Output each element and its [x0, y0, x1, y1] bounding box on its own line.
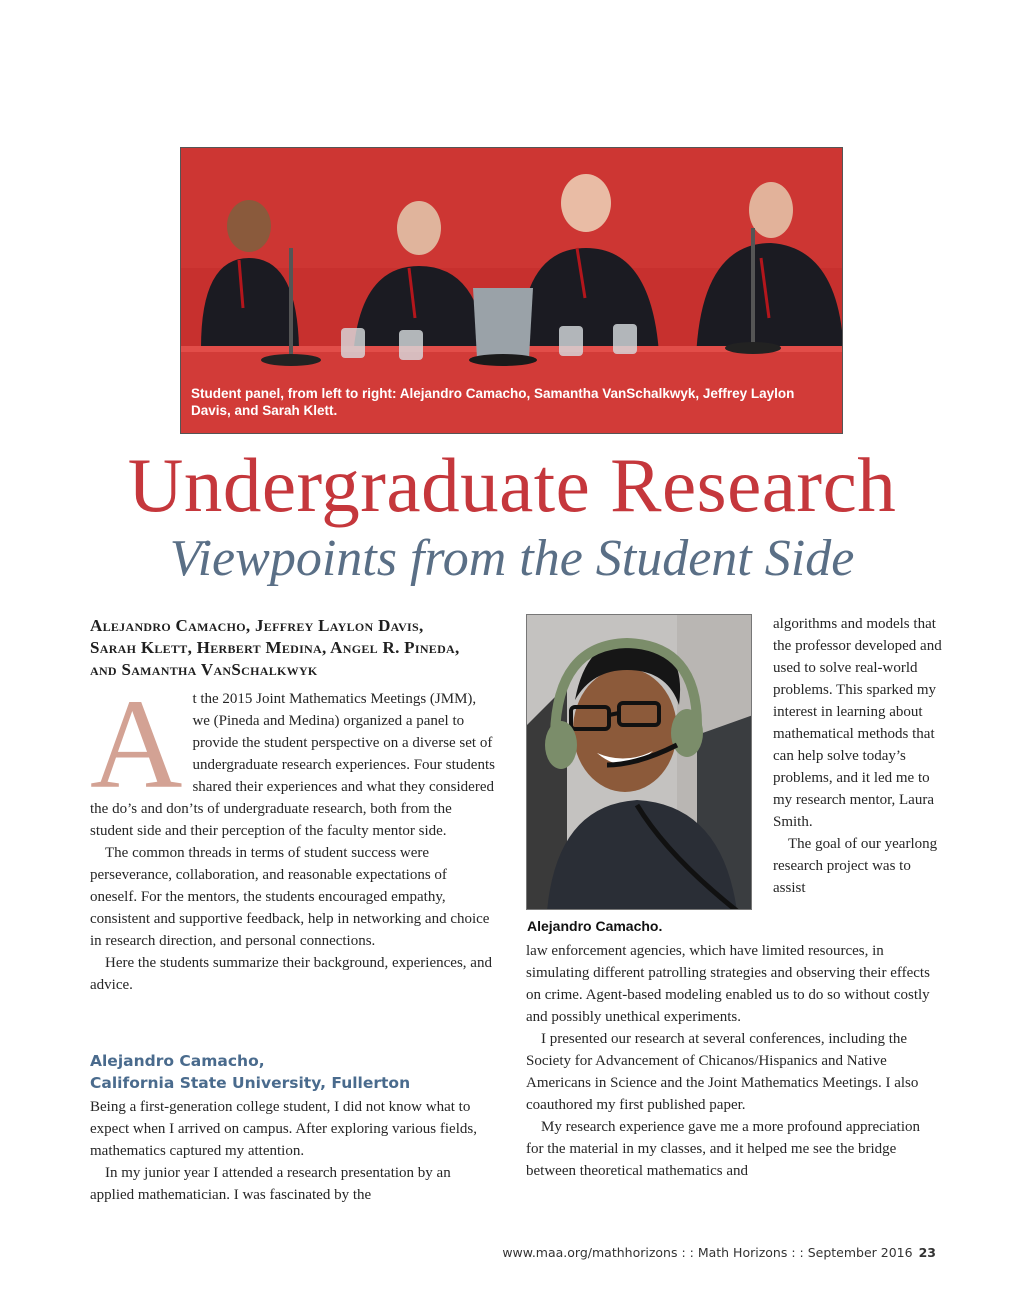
intro-paragraph: The common threads in terms of student success were perseverance, collaboration, and reasonable expectations of oneself. For the mentors, the students encouraged empathy, consistent and supportive feedback, help in networking and choice in research direction, and personal connections. — [90, 845, 490, 949]
intro-section — [90, 673, 495, 996]
footer-text: www.maa.org/mathhorizons : : Math Horizons : : September 2016 — [502, 1245, 913, 1260]
section-heading — [90, 1050, 510, 1094]
page-footer — [470, 1245, 936, 1260]
author-list — [90, 615, 510, 681]
section-body-left — [90, 1096, 495, 1206]
article-subtitle: Viewpoints from the Student Side — [169, 530, 855, 587]
portrait-caption: Alejandro Camacho. — [527, 918, 663, 934]
panel-photo-caption: Student panel, from left to right: Alejandro Camacho, Samantha VanSchalkwyk, Jeffrey Laylon Davis, and Sarah Klett. — [191, 386, 795, 418]
intro-paragraph: Here the students summarize their background, experiences, and advice. — [90, 955, 492, 993]
drop-cap: A — [90, 673, 183, 815]
article-title: Undergraduate Research — [127, 442, 897, 528]
body-paragraph: The goal of our yearlong research project was to assist — [773, 836, 938, 896]
portrait-photo — [526, 614, 752, 910]
section-author-school: California State University, Fullerton — [90, 1074, 411, 1092]
portrait-illustration — [527, 615, 752, 910]
body-paragraph: Being a first-generation college student, I did not know what to expect when I arrived on campus. After exploring various fields, mathematics captured my attention. — [90, 1099, 477, 1159]
author-line: Sarah Klett, Herbert Medina, Angel R. Pineda, — [90, 638, 460, 657]
author-line: and Samantha VanSchalkwyk — [90, 660, 318, 679]
author-line: Alejandro Camacho, Jeffrey Laylon Davis, — [90, 616, 424, 635]
panel-photo — [180, 147, 843, 434]
section-body-right-narrow — [773, 613, 943, 899]
page-number: 23 — [918, 1245, 936, 1260]
body-paragraph: In my junior year I attended a research presentation by an applied mathematician. I was fascinated by the — [90, 1165, 451, 1203]
body-paragraph: I presented our research at several conferences, including the Society for Advancement of Chicanos/Hispanics and Native Americans in Science and the Joint Mathematics Meetings. I also coauthored my first published paper. — [526, 1031, 919, 1113]
section-body-right — [526, 940, 936, 1182]
body-paragraph: My research experience gave me a more profound appreciation for the material in my classes, and it helped me see the bridge between theoretical mathematics and — [526, 1119, 920, 1179]
section-author-name: Alejandro Camacho, — [90, 1052, 265, 1070]
body-paragraph: law enforcement agencies, which have limited resources, in simulating different patrolling strategies and observing their effects on crime. Agent-based modeling enabled us to do so without costly and possibly unethical experiments. — [526, 943, 930, 1025]
body-paragraph: algorithms and models that the professor developed and used to solve real-world problems. This sparked my interest in learning about mathematical methods that can help solve today’s problems, and it led me to my research mentor, Laura Smith. — [773, 616, 942, 830]
intro-paragraph: t the 2015 Joint Mathematics Meetings (JMM), we (Pineda and Medina) organized a panel to provide the student perspective on a diverse set of undergraduate research experiences. Four students shared their experiences and what they considered the do’s and don’ts of undergraduate research, both from the student side and their perception of the faculty mentor side. — [90, 691, 495, 839]
